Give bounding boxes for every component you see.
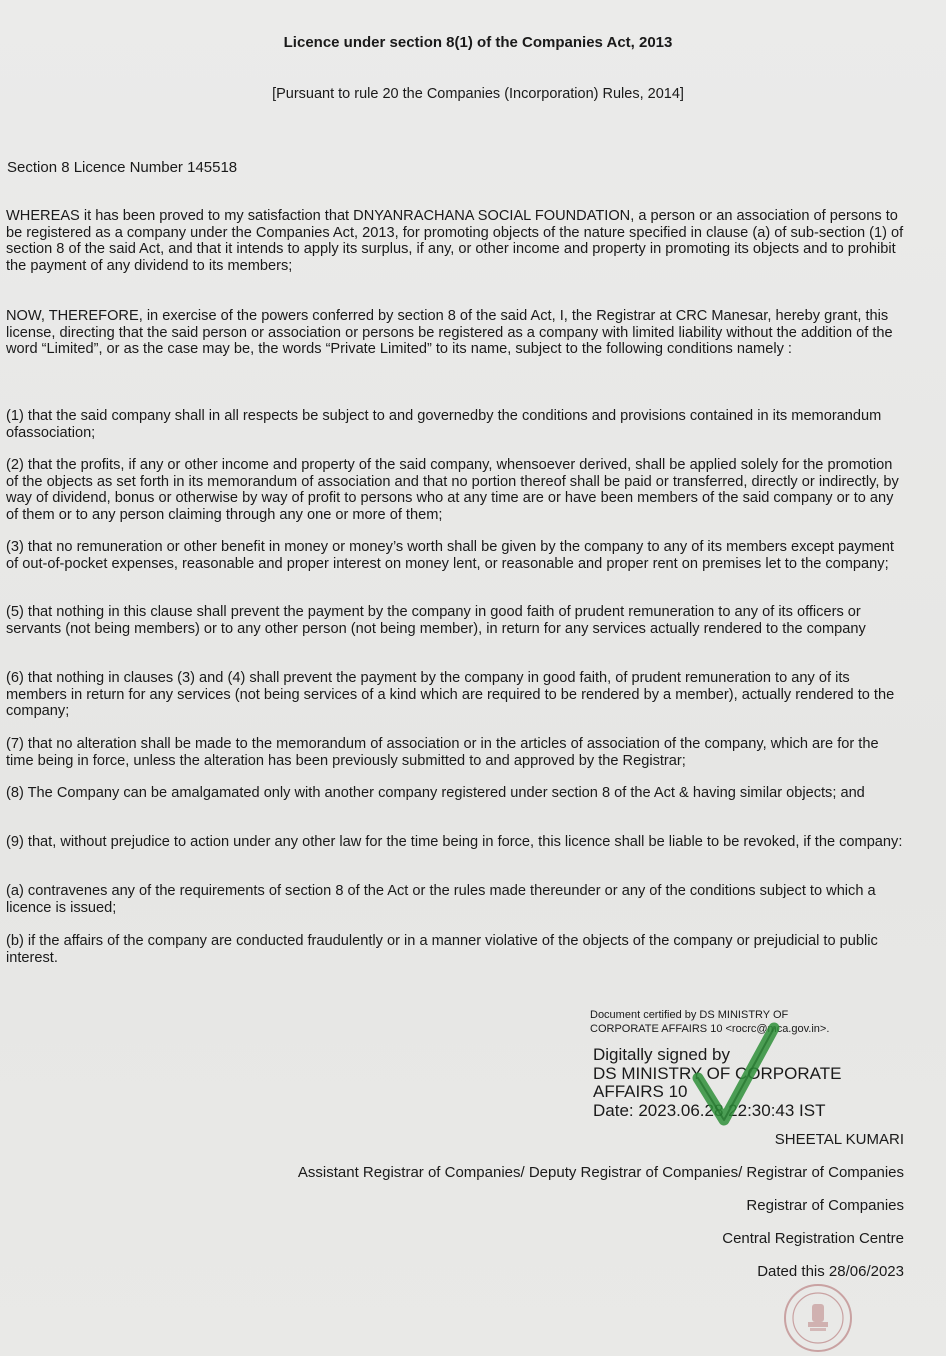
condition-9b: (b) if the affairs of the company are conducted fraudulently or in a manner violative of the objects of the company or prejudicial to public interest. [6,933,878,966]
dated-line: Dated this 28/06/2023 [757,1263,904,1280]
document-subtitle: [Pursuant to rule 20 the Companies (Incorporation) Rules, 2014] [272,86,684,102]
signatory-centre: Central Registration Centre [722,1230,904,1247]
digital-signature-line-3: AFFAIRS 10 [593,1082,688,1101]
signatory-office: Registrar of Companies [746,1197,904,1214]
certification-line-2: CORPORATE AFFAIRS 10 <rocrc@mca.gov.in>. [590,1023,830,1035]
now-therefore-paragraph: NOW, THEREFORE, in exercise of the powers conferred by section 8 of the said Act, I, the Registrar at CRC Manesar, hereby grant, this license, directing that the said person or association or persons be registered as a company with limited liability without the addition of the word “Limited”, or as the case may be, the words “Private Limited” to its name, subject to the following conditions namely : [6,308,893,358]
whereas-paragraph: WHEREAS it has been proved to my satisfaction that DNYANRACHANA SOCIAL FOUNDATION, a person or an association of persons to be registered as a company under the Companies Act, 2013, for promoting objects of the nature specified in clause (a) of sub-section (1) of section 8 of the said Act, and that it intends to apply its surplus, if any, or other income and property in promoting its objects and to prohibit the payment of any dividend to its members; [6,208,904,274]
condition-5: (5) that nothing in this clause shall prevent the payment by the company in good faith of prudent remuneration to any of its officers or servants (not being members) or to any other person (not being member), in return for any services actually rendered to the company [6,604,866,637]
digital-signature-line-2: DS MINISTRY OF CORPORATE [593,1063,842,1083]
emblem-seal-icon [782,1282,854,1354]
condition-7: (7) that no alteration shall be made to the memorandum of association or in the articles of association of the company, which are for the time being in force, unless the alteration has been previously submitted to and approved by the Registrar; [6,736,879,769]
condition-9a: (a) contravenes any of the requirements of section 8 of the Act or the rules made thereunder or any of the conditions subject to which a licence is issued; [6,883,876,916]
signatory-designation: Assistant Registrar of Companies/ Deputy Registrar of Companies/ Registrar of Companies [297,1164,904,1181]
licence-number: Section 8 Licence Number 145518 [7,159,238,176]
condition-2: (2) that the profits, if any or other income and property of the said company, whensoever derived, shall be applied solely for the promotion of the objects as set forth in its memorandum of association and that no portion thereof shall be paid or transferred, directly or indirectly, by way of dividend, bonus or otherwise by way of profit to persons who at any time are or have been members of the said company or to any of them or to any person claiming through any one or more of them; [6,457,899,523]
signatory-name: SHEETAL KUMARI [774,1131,904,1148]
green-check-icon [690,1020,780,1130]
digital-signature-line-4: Date: 2023.06.28 22:30:43 IST [593,1100,826,1120]
document-title: Licence under section 8(1) of the Companies Act, 2013 [283,34,673,51]
condition-6: (6) that nothing in clauses (3) and (4) shall prevent the payment by the company in good faith, of prudent remuneration to any of its members in return for any services (not being services of a kind which are required to be rendered by a member), actually rendered to the company; [6,670,895,720]
condition-1: (1) that the said company shall in all respects be subject to and governedby the conditions and provisions contained in its memorandum ofassociation; [6,408,882,441]
condition-3: (3) that no remuneration or other benefit in money or money’s worth shall be given by the company to any of its members except payment of out-of-pocket expenses, reasonable and proper interest on money lent, or reasonable and proper rent on premises let to the company; [6,539,894,572]
condition-8: (8) The Company can be amalgamated only with another company registered under section 8 of the Act & having similar objects; and [6,785,865,801]
condition-9: (9) that, without prejudice to action under any other law for the time being in force, this licence shall be liable to be revoked, if the company: [6,834,903,850]
certification-line-1: Document certified by DS MINISTRY OF [590,1009,789,1021]
digital-signature-line-1: Digitally signed by [593,1045,731,1064]
